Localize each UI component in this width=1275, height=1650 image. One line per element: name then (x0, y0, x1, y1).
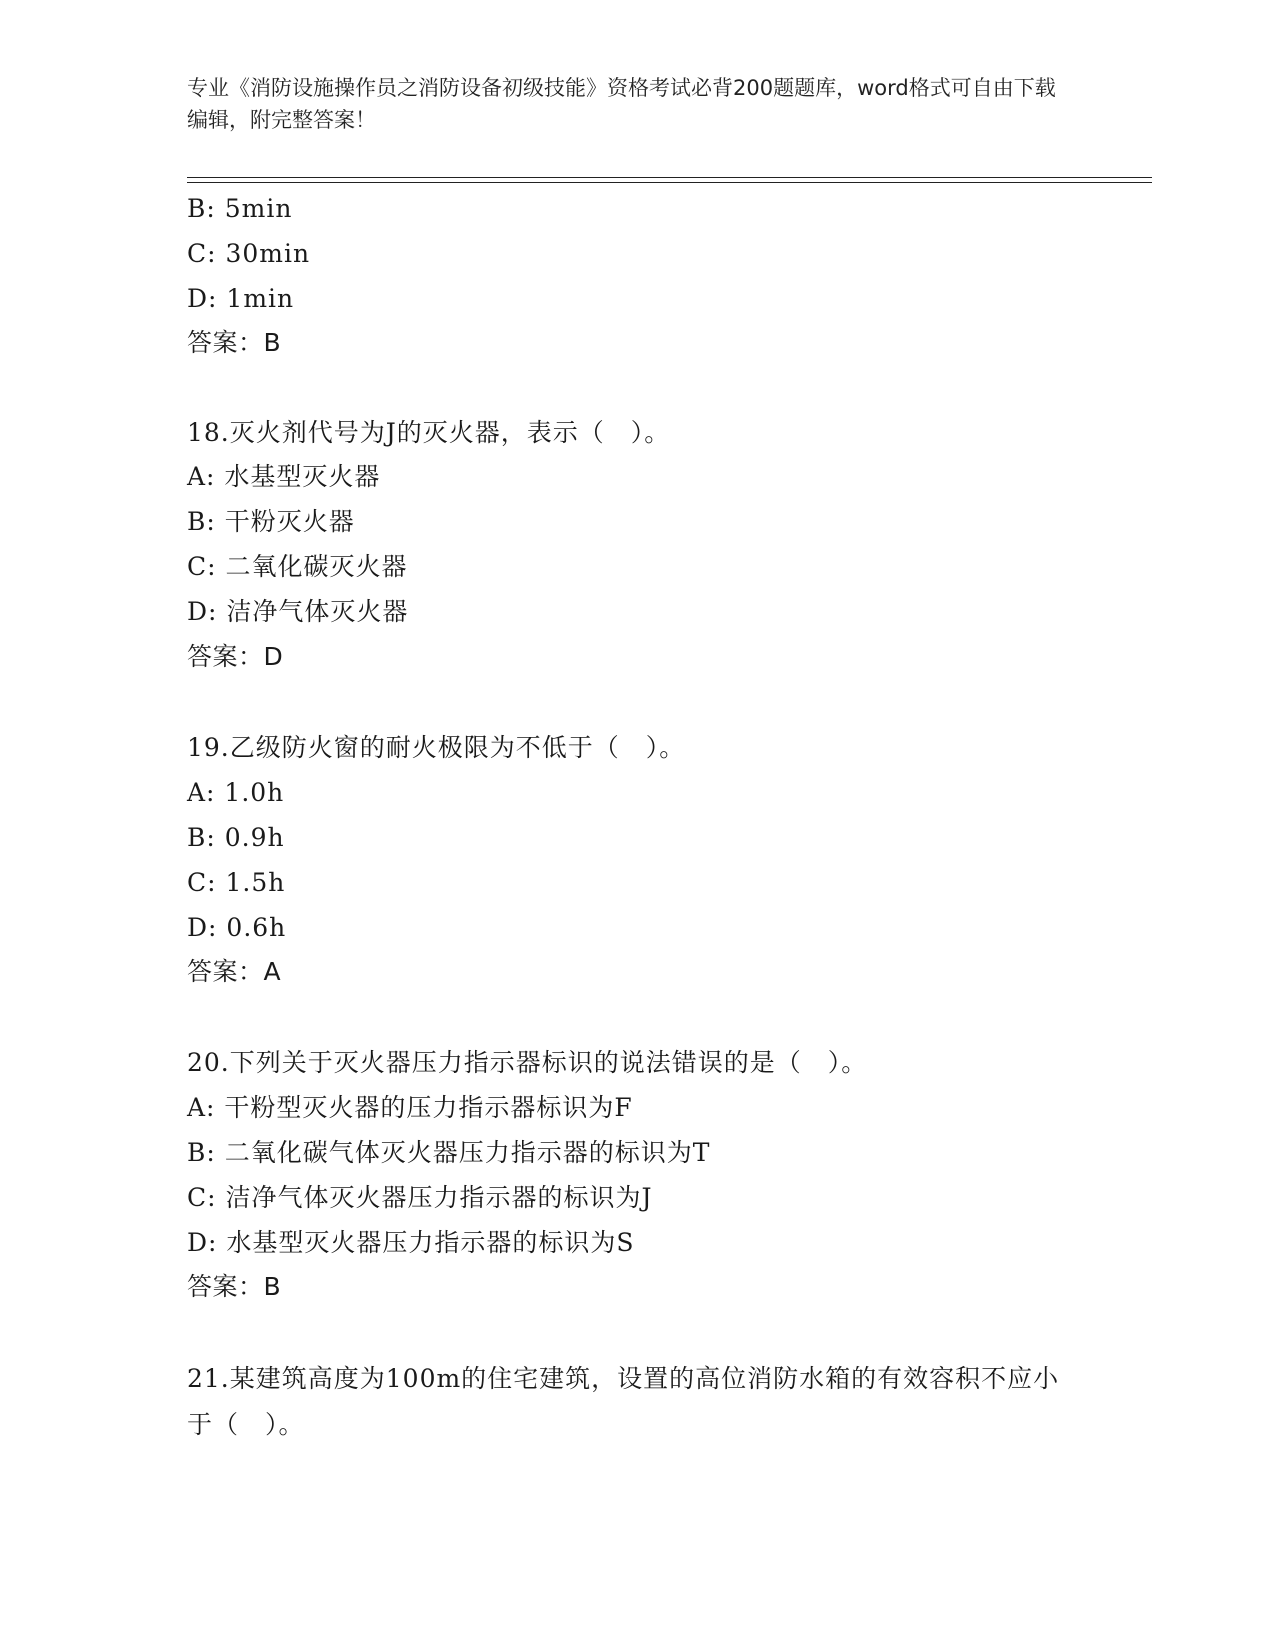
q21-stem: 21.某建筑高度为100m的住宅建筑，设置的高位消防水箱的有效容积不应小于（ ）。 (187, 1364, 1060, 1439)
q19-option-d: D: 0.6h (187, 913, 287, 942)
q18-answer: 答案：D (187, 642, 284, 671)
q17-option-d: D: 1min (187, 284, 295, 313)
document-header: 专业《消防设施操作员之消防设备初级技能》资格考试必背200题题库，word格式可自由下载编辑，附完整答案！ (187, 76, 1056, 132)
q19-stem: 19.乙级防火窗的耐火极限为不低于（ ）。 (187, 733, 686, 762)
q18-option-a: A: 水基型灭火器 (187, 462, 381, 491)
header-rule-top (187, 177, 1152, 178)
q20-stem: 20.下列关于灭火器压力指示器标识的说法错误的是（ ）。 (187, 1048, 868, 1077)
q19-option-b: B: 0.9h (187, 823, 285, 852)
q18-stem: 18.灭火剂代号为J的灭火器，表示（ ）。 (187, 418, 671, 447)
q20-option-c: C: 洁净气体灭火器压力指示器的标识为J (187, 1183, 653, 1212)
q20-option-d: D: 水基型灭火器压力指示器的标识为S (187, 1228, 635, 1257)
q20-option-b: B: 二氧化碳气体灭火器压力指示器的标识为T (187, 1138, 711, 1167)
q18-option-c: C: 二氧化碳灭火器 (187, 552, 408, 581)
q17-answer: 答案：B (187, 328, 282, 357)
q19-option-a: A: 1.0h (187, 778, 285, 807)
q19-option-c: C: 1.5h (187, 868, 286, 897)
q20-answer: 答案：B (187, 1272, 282, 1301)
header-rule-bottom (187, 182, 1152, 183)
q19-answer: 答案：A (187, 957, 282, 986)
q18-option-b: B: 干粉灭火器 (187, 507, 355, 536)
q17-option-c: C: 30min (187, 239, 311, 268)
q17-option-b: B: 5min (187, 194, 293, 223)
q20-option-a: A: 干粉型灭火器的压力指示器标识为F (187, 1093, 633, 1122)
q18-option-d: D: 洁净气体灭火器 (187, 597, 409, 626)
